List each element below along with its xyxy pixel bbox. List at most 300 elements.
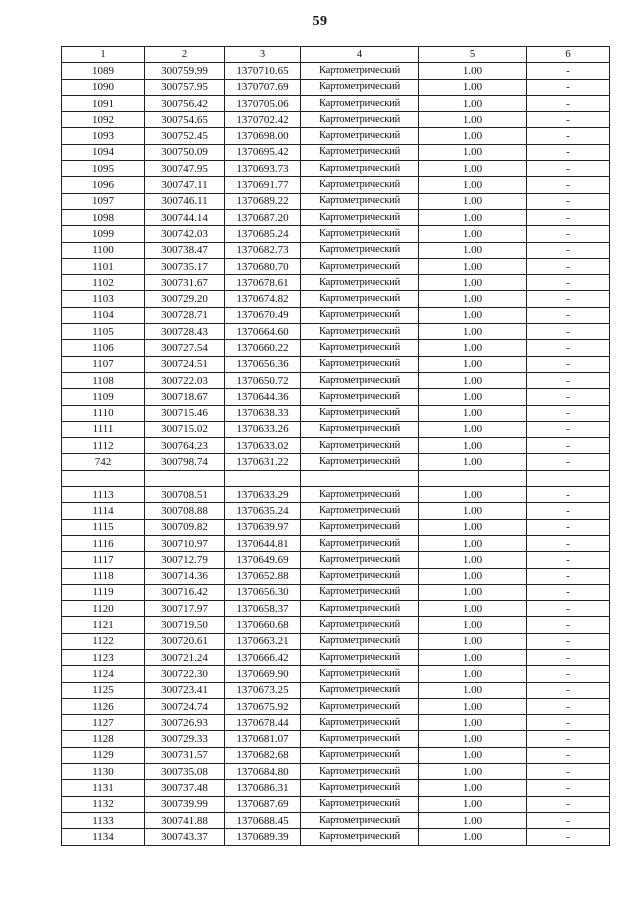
y-coordinate-cell: 1370710.65 — [225, 63, 301, 79]
x-coordinate-cell: 300720.61 — [145, 633, 225, 649]
table-row — [62, 144, 610, 160]
table-row — [62, 470, 610, 486]
point-number-cell: 1108 — [62, 372, 145, 388]
x-coordinate-cell — [145, 470, 225, 486]
accuracy-cell: 1.00 — [419, 519, 527, 535]
x-coordinate-cell: 300708.88 — [145, 503, 225, 519]
note-cell: - — [527, 552, 610, 568]
note-cell: - — [527, 356, 610, 372]
y-coordinate-cell: 1370695.42 — [225, 144, 301, 160]
table-row — [62, 307, 610, 323]
y-coordinate-cell: 1370702.42 — [225, 112, 301, 128]
table-row — [62, 812, 610, 828]
x-coordinate-cell: 300724.51 — [145, 356, 225, 372]
note-cell: - — [527, 535, 610, 551]
method-cell: Картометрический — [301, 242, 419, 258]
note-cell: - — [527, 438, 610, 454]
x-coordinate-cell: 300715.02 — [145, 421, 225, 437]
point-number-cell: 1120 — [62, 601, 145, 617]
x-coordinate-cell: 300739.99 — [145, 796, 225, 812]
note-cell: - — [527, 79, 610, 95]
y-coordinate-cell: 1370682.68 — [225, 747, 301, 763]
y-coordinate-cell: 1370670.49 — [225, 307, 301, 323]
point-number-cell: 1121 — [62, 617, 145, 633]
y-coordinate-cell: 1370649.69 — [225, 552, 301, 568]
point-number-cell: 1095 — [62, 161, 145, 177]
accuracy-cell: 1.00 — [419, 95, 527, 111]
coordinates-table — [61, 46, 610, 846]
note-cell: - — [527, 242, 610, 258]
y-coordinate-cell: 1370660.22 — [225, 340, 301, 356]
note-cell: - — [527, 193, 610, 209]
method-cell: Картометрический — [301, 649, 419, 665]
y-coordinate-cell: 1370656.36 — [225, 356, 301, 372]
table-row — [62, 112, 610, 128]
note-cell: - — [527, 340, 610, 356]
note-cell: - — [527, 812, 610, 828]
point-number-cell: 1133 — [62, 812, 145, 828]
method-cell: Картометрический — [301, 95, 419, 111]
point-number-cell: 1113 — [62, 487, 145, 503]
method-cell: Картометрический — [301, 454, 419, 470]
table-row — [62, 503, 610, 519]
table-row — [62, 552, 610, 568]
note-cell: - — [527, 161, 610, 177]
point-number-cell: 1102 — [62, 275, 145, 291]
column-header: 1 — [62, 47, 145, 63]
point-number-cell: 1112 — [62, 438, 145, 454]
x-coordinate-cell: 300727.54 — [145, 340, 225, 356]
method-cell: Картометрический — [301, 519, 419, 535]
y-coordinate-cell: 1370663.21 — [225, 633, 301, 649]
accuracy-cell: 1.00 — [419, 747, 527, 763]
method-cell: Картометрический — [301, 731, 419, 747]
y-coordinate-cell: 1370705.06 — [225, 95, 301, 111]
accuracy-cell: 1.00 — [419, 177, 527, 193]
note-cell: - — [527, 764, 610, 780]
y-coordinate-cell: 1370631.22 — [225, 454, 301, 470]
table-row — [62, 487, 610, 503]
note-cell: - — [527, 584, 610, 600]
note-cell: - — [527, 796, 610, 812]
note-cell: - — [527, 487, 610, 503]
note-cell: - — [527, 291, 610, 307]
x-coordinate-cell: 300719.50 — [145, 617, 225, 633]
method-cell: Картометрический — [301, 324, 419, 340]
point-number-cell: 1105 — [62, 324, 145, 340]
method-cell: Картометрический — [301, 177, 419, 193]
point-number-cell: 1122 — [62, 633, 145, 649]
x-coordinate-cell: 300708.51 — [145, 487, 225, 503]
point-number-cell: 1114 — [62, 503, 145, 519]
accuracy-cell: 1.00 — [419, 601, 527, 617]
accuracy-cell: 1.00 — [419, 764, 527, 780]
table-row — [62, 584, 610, 600]
point-number-cell — [62, 470, 145, 486]
x-coordinate-cell: 300718.67 — [145, 389, 225, 405]
x-coordinate-cell: 300724.74 — [145, 698, 225, 714]
table-row — [62, 666, 610, 682]
point-number-cell: 1134 — [62, 829, 145, 845]
point-number-cell: 1116 — [62, 535, 145, 551]
accuracy-cell: 1.00 — [419, 226, 527, 242]
y-coordinate-cell: 1370635.24 — [225, 503, 301, 519]
accuracy-cell: 1.00 — [419, 829, 527, 845]
x-coordinate-cell: 300731.67 — [145, 275, 225, 291]
note-cell: - — [527, 209, 610, 225]
x-coordinate-cell: 300728.43 — [145, 324, 225, 340]
table-row — [62, 275, 610, 291]
table-row — [62, 649, 610, 665]
x-coordinate-cell: 300756.42 — [145, 95, 225, 111]
note-cell: - — [527, 617, 610, 633]
accuracy-cell: 1.00 — [419, 275, 527, 291]
accuracy-cell: 1.00 — [419, 144, 527, 160]
y-coordinate-cell: 1370674.82 — [225, 291, 301, 307]
method-cell: Картометрический — [301, 112, 419, 128]
y-coordinate-cell: 1370669.90 — [225, 666, 301, 682]
y-coordinate-cell: 1370688.45 — [225, 812, 301, 828]
x-coordinate-cell: 300726.93 — [145, 715, 225, 731]
point-number-cell: 1089 — [62, 63, 145, 79]
y-coordinate-cell: 1370707.69 — [225, 79, 301, 95]
accuracy-cell: 1.00 — [419, 112, 527, 128]
table-row — [62, 633, 610, 649]
accuracy-cell: 1.00 — [419, 356, 527, 372]
column-header: 6 — [527, 47, 610, 63]
point-number-cell: 1123 — [62, 649, 145, 665]
x-coordinate-cell: 300764.23 — [145, 438, 225, 454]
table-row — [62, 161, 610, 177]
x-coordinate-cell: 300757.95 — [145, 79, 225, 95]
point-number-cell: 1098 — [62, 209, 145, 225]
point-number-cell: 1099 — [62, 226, 145, 242]
accuracy-cell: 1.00 — [419, 242, 527, 258]
accuracy-cell: 1.00 — [419, 340, 527, 356]
accuracy-cell: 1.00 — [419, 291, 527, 307]
x-coordinate-cell: 300746.11 — [145, 193, 225, 209]
note-cell: - — [527, 682, 610, 698]
x-coordinate-cell: 300747.11 — [145, 177, 225, 193]
accuracy-cell: 1.00 — [419, 584, 527, 600]
table-row — [62, 226, 610, 242]
y-coordinate-cell: 1370689.39 — [225, 829, 301, 845]
accuracy-cell: 1.00 — [419, 324, 527, 340]
accuracy-cell: 1.00 — [419, 682, 527, 698]
accuracy-cell: 1.00 — [419, 438, 527, 454]
x-coordinate-cell: 300737.48 — [145, 780, 225, 796]
point-number-cell: 1097 — [62, 193, 145, 209]
y-coordinate-cell: 1370682.73 — [225, 242, 301, 258]
note-cell: - — [527, 731, 610, 747]
method-cell: Картометрический — [301, 405, 419, 421]
method-cell: Картометрический — [301, 258, 419, 274]
method-cell: Картометрический — [301, 389, 419, 405]
method-cell: Картометрический — [301, 356, 419, 372]
method-cell: Картометрический — [301, 63, 419, 79]
method-cell: Картометрический — [301, 79, 419, 95]
y-coordinate-cell: 1370656.30 — [225, 584, 301, 600]
note-cell: - — [527, 389, 610, 405]
note-cell: - — [527, 95, 610, 111]
column-header: 5 — [419, 47, 527, 63]
table-row — [62, 601, 610, 617]
y-coordinate-cell: 1370678.44 — [225, 715, 301, 731]
y-coordinate-cell: 1370684.80 — [225, 764, 301, 780]
x-coordinate-cell: 300728.71 — [145, 307, 225, 323]
note-cell: - — [527, 747, 610, 763]
accuracy-cell: 1.00 — [419, 796, 527, 812]
table-row — [62, 796, 610, 812]
point-number-cell: 1128 — [62, 731, 145, 747]
table-row — [62, 95, 610, 111]
table-row — [62, 764, 610, 780]
point-number-cell: 1132 — [62, 796, 145, 812]
table-row — [62, 731, 610, 747]
point-number-cell: 1109 — [62, 389, 145, 405]
table-row — [62, 63, 610, 79]
point-number-cell: 1126 — [62, 698, 145, 714]
method-cell: Картометрический — [301, 796, 419, 812]
x-coordinate-cell: 300750.09 — [145, 144, 225, 160]
table-row — [62, 242, 610, 258]
method-cell: Картометрический — [301, 666, 419, 682]
note-cell: - — [527, 324, 610, 340]
x-coordinate-cell: 300716.42 — [145, 584, 225, 600]
accuracy-cell: 1.00 — [419, 421, 527, 437]
accuracy-cell: 1.00 — [419, 698, 527, 714]
table-row — [62, 356, 610, 372]
table-row — [62, 454, 610, 470]
x-coordinate-cell: 300759.99 — [145, 63, 225, 79]
table-row — [62, 519, 610, 535]
x-coordinate-cell: 300712.79 — [145, 552, 225, 568]
table-row — [62, 438, 610, 454]
method-cell: Картометрический — [301, 487, 419, 503]
note-cell: - — [527, 780, 610, 796]
note-cell: - — [527, 454, 610, 470]
y-coordinate-cell: 1370673.25 — [225, 682, 301, 698]
method-cell — [301, 470, 419, 486]
accuracy-cell: 1.00 — [419, 731, 527, 747]
point-number-cell: 1103 — [62, 291, 145, 307]
table-row — [62, 340, 610, 356]
note-cell: - — [527, 421, 610, 437]
method-cell: Картометрический — [301, 161, 419, 177]
point-number-cell: 1096 — [62, 177, 145, 193]
table-row — [62, 780, 610, 796]
method-cell: Картометрический — [301, 829, 419, 845]
note-cell: - — [527, 128, 610, 144]
table-row — [62, 128, 610, 144]
accuracy-cell: 1.00 — [419, 454, 527, 470]
note-cell: - — [527, 666, 610, 682]
y-coordinate-cell: 1370644.36 — [225, 389, 301, 405]
accuracy-cell: 1.00 — [419, 389, 527, 405]
note-cell: - — [527, 63, 610, 79]
accuracy-cell: 1.00 — [419, 405, 527, 421]
table-row — [62, 177, 610, 193]
method-cell: Картометрический — [301, 584, 419, 600]
point-number-cell: 1101 — [62, 258, 145, 274]
method-cell: Картометрический — [301, 193, 419, 209]
method-cell: Картометрический — [301, 715, 419, 731]
note-cell: - — [527, 258, 610, 274]
method-cell: Картометрический — [301, 747, 419, 763]
x-coordinate-cell: 300743.37 — [145, 829, 225, 845]
note-cell: - — [527, 649, 610, 665]
point-number-cell: 1100 — [62, 242, 145, 258]
y-coordinate-cell: 1370675.92 — [225, 698, 301, 714]
y-coordinate-cell: 1370691.77 — [225, 177, 301, 193]
note-cell: - — [527, 226, 610, 242]
accuracy-cell: 1.00 — [419, 258, 527, 274]
point-number-cell: 1104 — [62, 307, 145, 323]
point-number-cell: 1106 — [62, 340, 145, 356]
method-cell: Картометрический — [301, 682, 419, 698]
accuracy-cell: 1.00 — [419, 617, 527, 633]
note-cell: - — [527, 177, 610, 193]
accuracy-cell: 1.00 — [419, 633, 527, 649]
point-number-cell: 1110 — [62, 405, 145, 421]
method-cell: Картометрический — [301, 503, 419, 519]
table-row — [62, 209, 610, 225]
x-coordinate-cell: 300710.97 — [145, 535, 225, 551]
column-header: 2 — [145, 47, 225, 63]
accuracy-cell: 1.00 — [419, 307, 527, 323]
y-coordinate-cell: 1370664.60 — [225, 324, 301, 340]
point-number-cell: 1119 — [62, 584, 145, 600]
accuracy-cell: 1.00 — [419, 372, 527, 388]
point-number-cell: 1094 — [62, 144, 145, 160]
y-coordinate-cell: 1370693.73 — [225, 161, 301, 177]
method-cell: Картометрический — [301, 617, 419, 633]
x-coordinate-cell: 300754.65 — [145, 112, 225, 128]
point-number-cell: 1130 — [62, 764, 145, 780]
y-coordinate-cell: 1370687.69 — [225, 796, 301, 812]
y-coordinate-cell: 1370698.00 — [225, 128, 301, 144]
table-row — [62, 258, 610, 274]
x-coordinate-cell: 300752.45 — [145, 128, 225, 144]
point-number-cell: 1092 — [62, 112, 145, 128]
x-coordinate-cell: 300729.20 — [145, 291, 225, 307]
point-number-cell: 742 — [62, 454, 145, 470]
note-cell: - — [527, 144, 610, 160]
method-cell: Картометрический — [301, 372, 419, 388]
x-coordinate-cell: 300714.36 — [145, 568, 225, 584]
y-coordinate-cell: 1370650.72 — [225, 372, 301, 388]
note-cell: - — [527, 519, 610, 535]
x-coordinate-cell: 300735.17 — [145, 258, 225, 274]
y-coordinate-cell: 1370666.42 — [225, 649, 301, 665]
y-coordinate-cell: 1370633.26 — [225, 421, 301, 437]
table-row — [62, 747, 610, 763]
method-cell: Картометрический — [301, 535, 419, 551]
point-number-cell: 1117 — [62, 552, 145, 568]
accuracy-cell — [419, 470, 527, 486]
accuracy-cell: 1.00 — [419, 128, 527, 144]
accuracy-cell: 1.00 — [419, 535, 527, 551]
x-coordinate-cell: 300747.95 — [145, 161, 225, 177]
accuracy-cell: 1.00 — [419, 63, 527, 79]
table-row — [62, 682, 610, 698]
accuracy-cell: 1.00 — [419, 568, 527, 584]
note-cell: - — [527, 568, 610, 584]
note-cell: - — [527, 698, 610, 714]
x-coordinate-cell: 300723.41 — [145, 682, 225, 698]
point-number-cell: 1131 — [62, 780, 145, 796]
y-coordinate-cell: 1370638.33 — [225, 405, 301, 421]
y-coordinate-cell: 1370660.68 — [225, 617, 301, 633]
point-number-cell: 1091 — [62, 95, 145, 111]
method-cell: Картометрический — [301, 291, 419, 307]
point-number-cell: 1090 — [62, 79, 145, 95]
point-number-cell: 1124 — [62, 666, 145, 682]
y-coordinate-cell: 1370678.61 — [225, 275, 301, 291]
method-cell: Картометрический — [301, 438, 419, 454]
table-row — [62, 372, 610, 388]
y-coordinate-cell: 1370681.07 — [225, 731, 301, 747]
accuracy-cell: 1.00 — [419, 209, 527, 225]
page-number: 59 — [312, 14, 328, 29]
method-cell: Картометрический — [301, 340, 419, 356]
x-coordinate-cell: 300798.74 — [145, 454, 225, 470]
note-cell: - — [527, 372, 610, 388]
method-cell: Картометрический — [301, 421, 419, 437]
y-coordinate-cell: 1370687.20 — [225, 209, 301, 225]
accuracy-cell: 1.00 — [419, 552, 527, 568]
table-row — [62, 698, 610, 714]
note-cell: - — [527, 307, 610, 323]
method-cell: Картометрический — [301, 780, 419, 796]
note-cell: - — [527, 715, 610, 731]
y-coordinate-cell — [225, 470, 301, 486]
accuracy-cell: 1.00 — [419, 715, 527, 731]
point-number-cell: 1115 — [62, 519, 145, 535]
note-cell: - — [527, 601, 610, 617]
accuracy-cell: 1.00 — [419, 161, 527, 177]
accuracy-cell: 1.00 — [419, 193, 527, 209]
x-coordinate-cell: 300715.46 — [145, 405, 225, 421]
method-cell: Картометрический — [301, 307, 419, 323]
table-row — [62, 405, 610, 421]
point-number-cell: 1111 — [62, 421, 145, 437]
note-cell: - — [527, 405, 610, 421]
y-coordinate-cell: 1370633.29 — [225, 487, 301, 503]
y-coordinate-cell: 1370685.24 — [225, 226, 301, 242]
x-coordinate-cell: 300744.14 — [145, 209, 225, 225]
method-cell: Картометрический — [301, 698, 419, 714]
note-cell: - — [527, 112, 610, 128]
x-coordinate-cell: 300741.88 — [145, 812, 225, 828]
note-cell: - — [527, 829, 610, 845]
table-row — [62, 389, 610, 405]
y-coordinate-cell: 1370633.02 — [225, 438, 301, 454]
y-coordinate-cell: 1370644.81 — [225, 535, 301, 551]
accuracy-cell: 1.00 — [419, 666, 527, 682]
x-coordinate-cell: 300738.47 — [145, 242, 225, 258]
method-cell: Картометрический — [301, 764, 419, 780]
x-coordinate-cell: 300709.82 — [145, 519, 225, 535]
accuracy-cell: 1.00 — [419, 503, 527, 519]
y-coordinate-cell: 1370652.88 — [225, 568, 301, 584]
method-cell: Картометрический — [301, 601, 419, 617]
method-cell: Картометрический — [301, 128, 419, 144]
note-cell: - — [527, 633, 610, 649]
table-row — [62, 291, 610, 307]
method-cell: Картометрический — [301, 144, 419, 160]
table-row — [62, 79, 610, 95]
